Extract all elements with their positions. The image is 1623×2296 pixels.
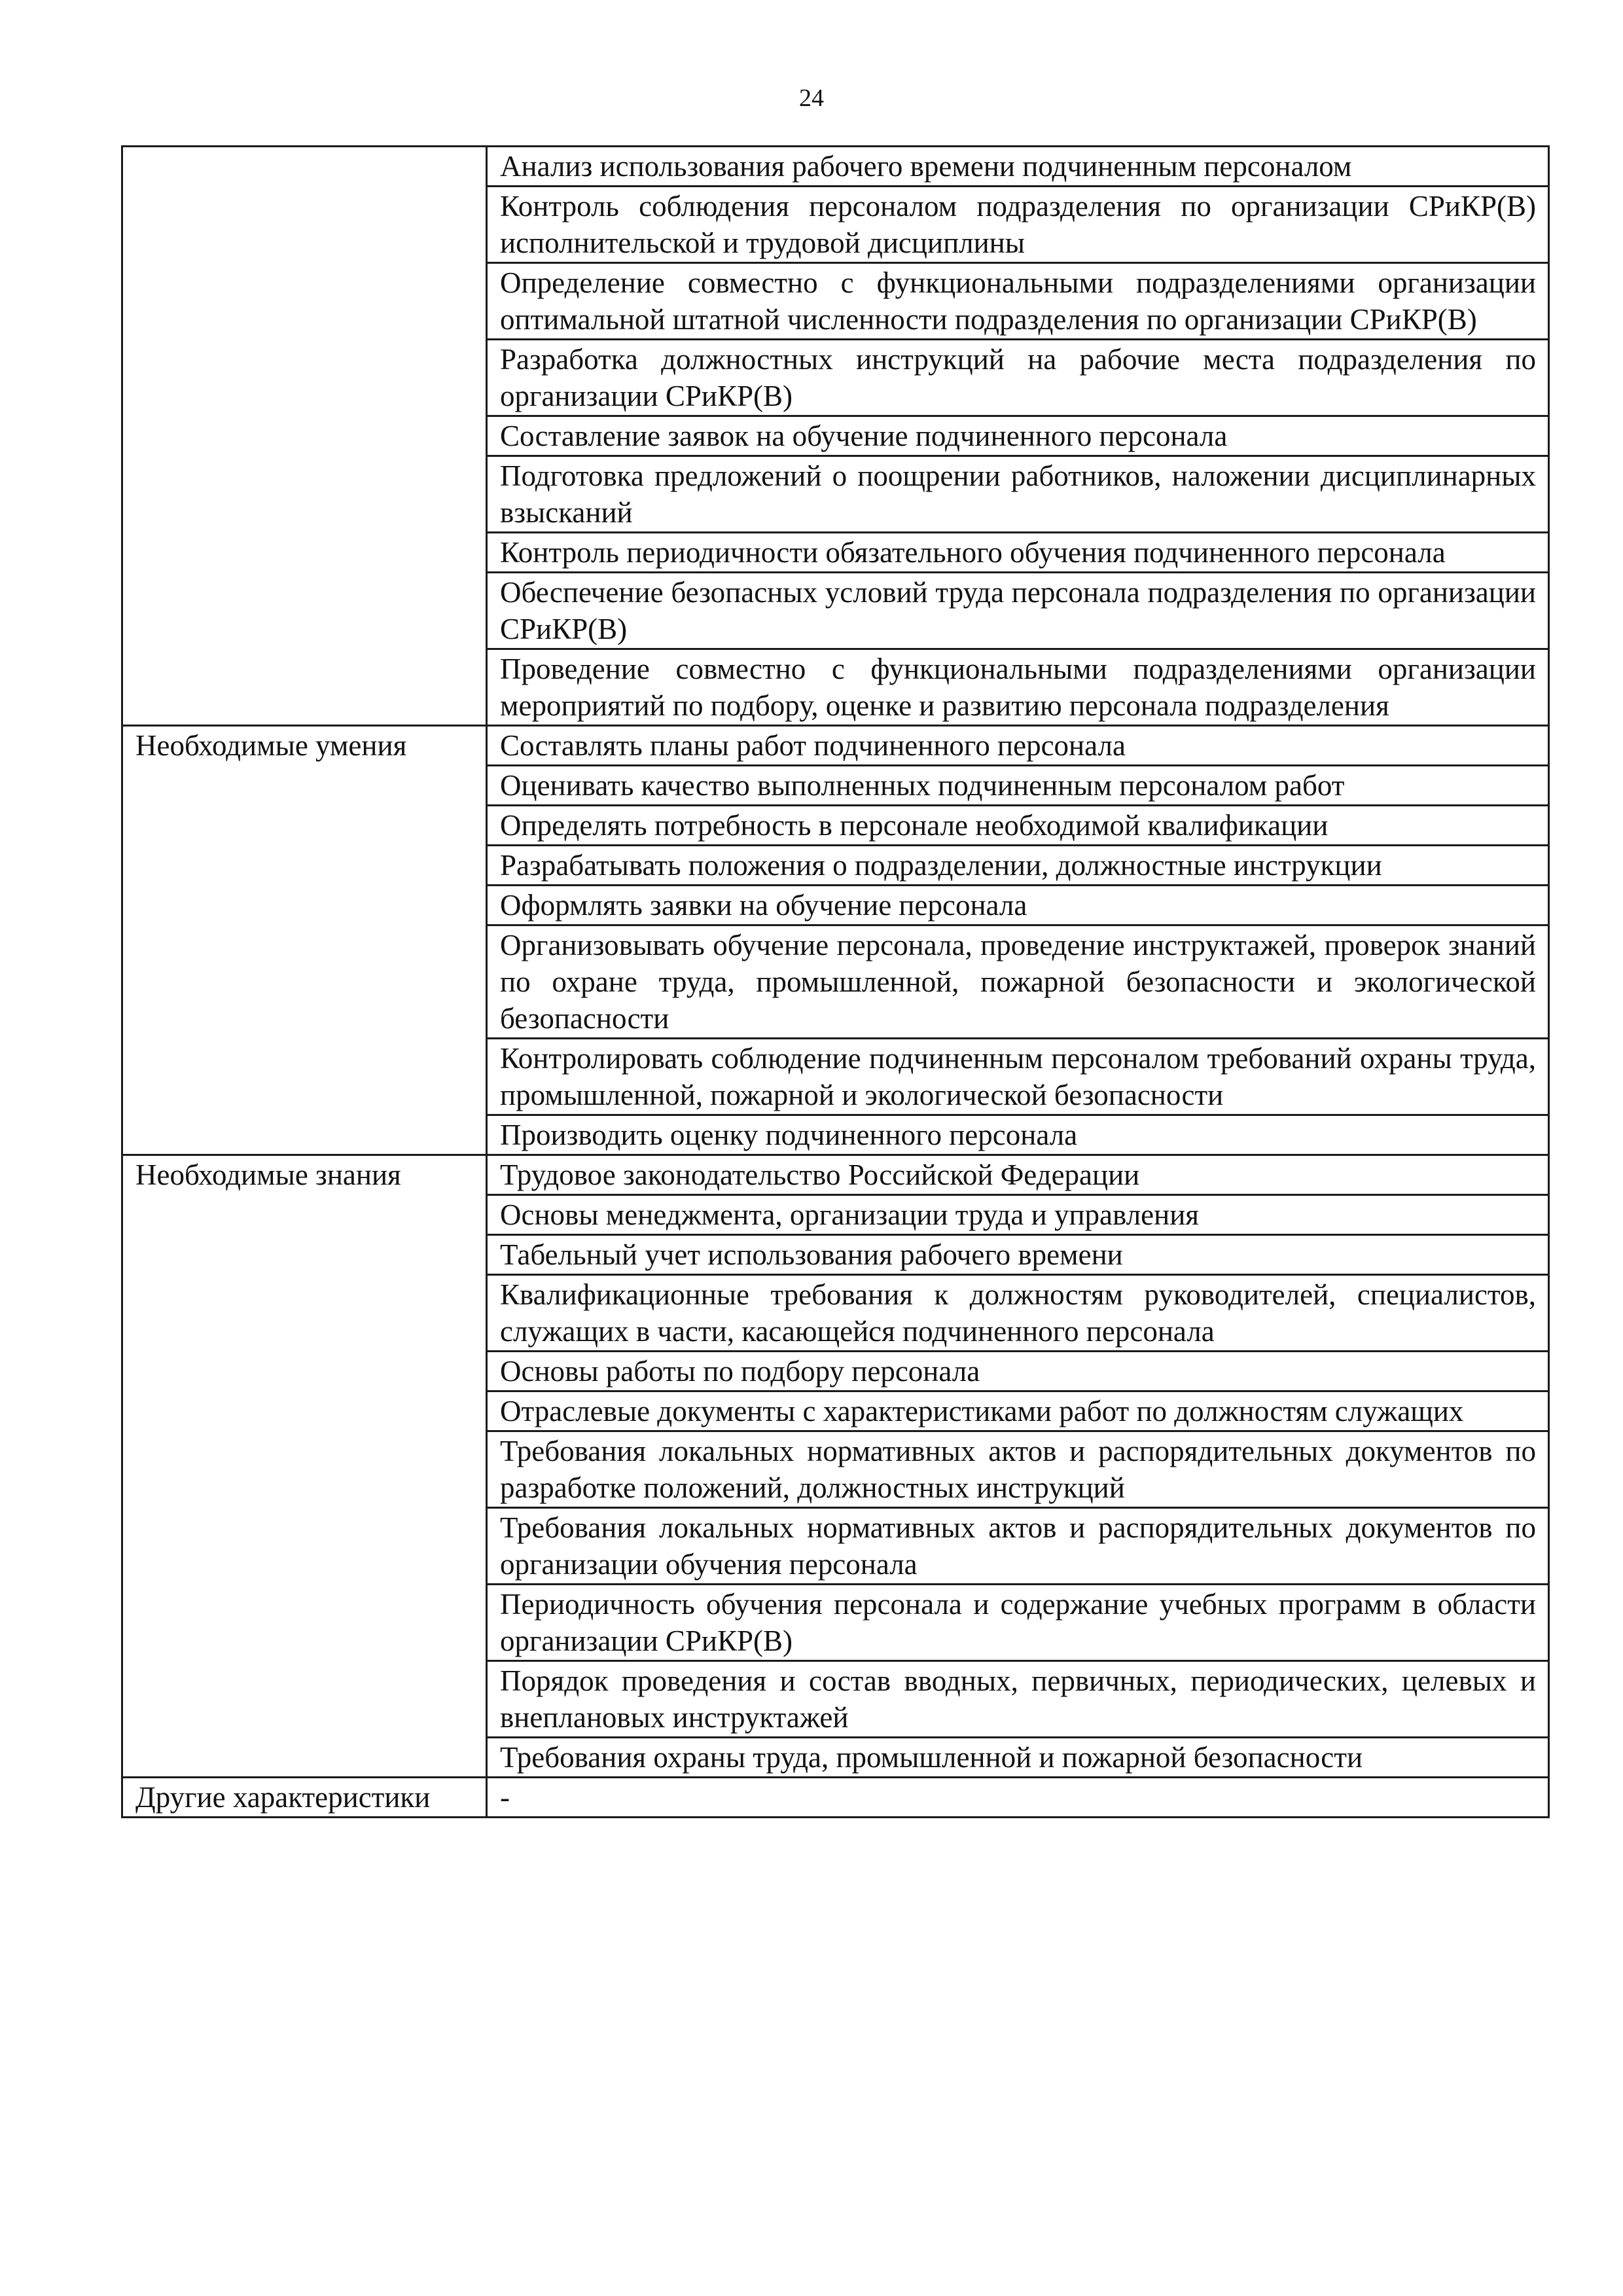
requirements-table [121,145,1550,1818]
section-item: Контроль соблюдения персоналом подразделения по организации СРиКР(В) исполнительской и трудовой дисциплины [487,187,1549,263]
section-item: Разработка должностных инструкций на рабочие места подразделения по организации СРиКР(В) [487,340,1549,416]
table-row [122,726,1549,766]
section-item: Контролировать соблюдение подчиненным персоналом требований охраны труда, промышленной, пожарной и экологической безопасности [487,1039,1549,1115]
section-item: Оценивать качество выполненных подчиненным персоналом работ [487,766,1549,806]
section-item: Основы работы по подбору персонала [487,1352,1549,1391]
section-item: Организовывать обучение персонала, проведение инструктажей, проверок знаний по охране труда, промышленной, пожарной безопасности и экологической безопасности [487,925,1549,1039]
section-item: Определять потребность в персонале необходимой квалификации [487,806,1549,846]
requirements-table-body [122,147,1549,1818]
section-item: Анализ использования рабочего времени подчиненным персоналом [487,147,1549,187]
section-item: Составлять планы работ подчиненного персонала [487,726,1549,766]
table-row [122,1155,1549,1195]
table-row [122,147,1549,187]
section-item: Проведение совместно с функциональными подразделениями организации мероприятий по подбору, оценке и развитию персонала подразделения [487,649,1549,726]
section-item: Требования локальных нормативных актов и распорядительных документов по разработке положений, должностных инструкций [487,1431,1549,1508]
section-item: Определение совместно с функциональными подразделениями организации оптимальной штатной численности подразделения по организации СРиКР(В) [487,263,1549,340]
table-row [122,1778,1549,1818]
section-category [122,147,487,726]
section-item: Требования охраны труда, промышленной и пожарной безопасности [487,1738,1549,1778]
section-item: Производить оценку подчиненного персонала [487,1115,1549,1155]
page-number: 24 [799,84,824,112]
section-item: Разрабатывать положения о подразделении, должностные инструкции [487,846,1549,886]
section-item: Требования локальных нормативных актов и распорядительных документов по организации обучения персонала [487,1508,1549,1585]
section-item: Составление заявок на обучение подчиненного персонала [487,416,1549,456]
section-category: Необходимые умения [122,726,487,1155]
section-item: Контроль периодичности обязательного обучения подчиненного персонала [487,533,1549,573]
section-item: Отраслевые документы с характеристиками работ по должностям служащих [487,1391,1549,1431]
section-item: Табельный учет использования рабочего времени [487,1235,1549,1275]
section-category: Необходимые знания [122,1155,487,1778]
section-item: - [487,1778,1549,1818]
section-item: Подготовка предложений о поощрении работников, наложении дисциплинарных взысканий [487,456,1549,533]
section-item: Периодичность обучения персонала и содержание учебных программ в области организации СРиКР(В) [487,1585,1549,1661]
section-item: Обеспечение безопасных условий труда персонала подразделения по организации СРиКР(В) [487,573,1549,649]
section-item: Квалификационные требования к должностям руководителей, специалистов, служащих в части, касающейся подчиненного персонала [487,1275,1549,1352]
section-item: Основы менеджмента, организации труда и управления [487,1195,1549,1235]
section-item: Порядок проведения и состав вводных, первичных, периодических, целевых и внеплановых инструктажей [487,1661,1549,1738]
section-item: Оформлять заявки на обучение персонала [487,886,1549,925]
section-item: Трудовое законодательство Российской Федерации [487,1155,1549,1195]
section-category: Другие характеристики [122,1778,487,1818]
